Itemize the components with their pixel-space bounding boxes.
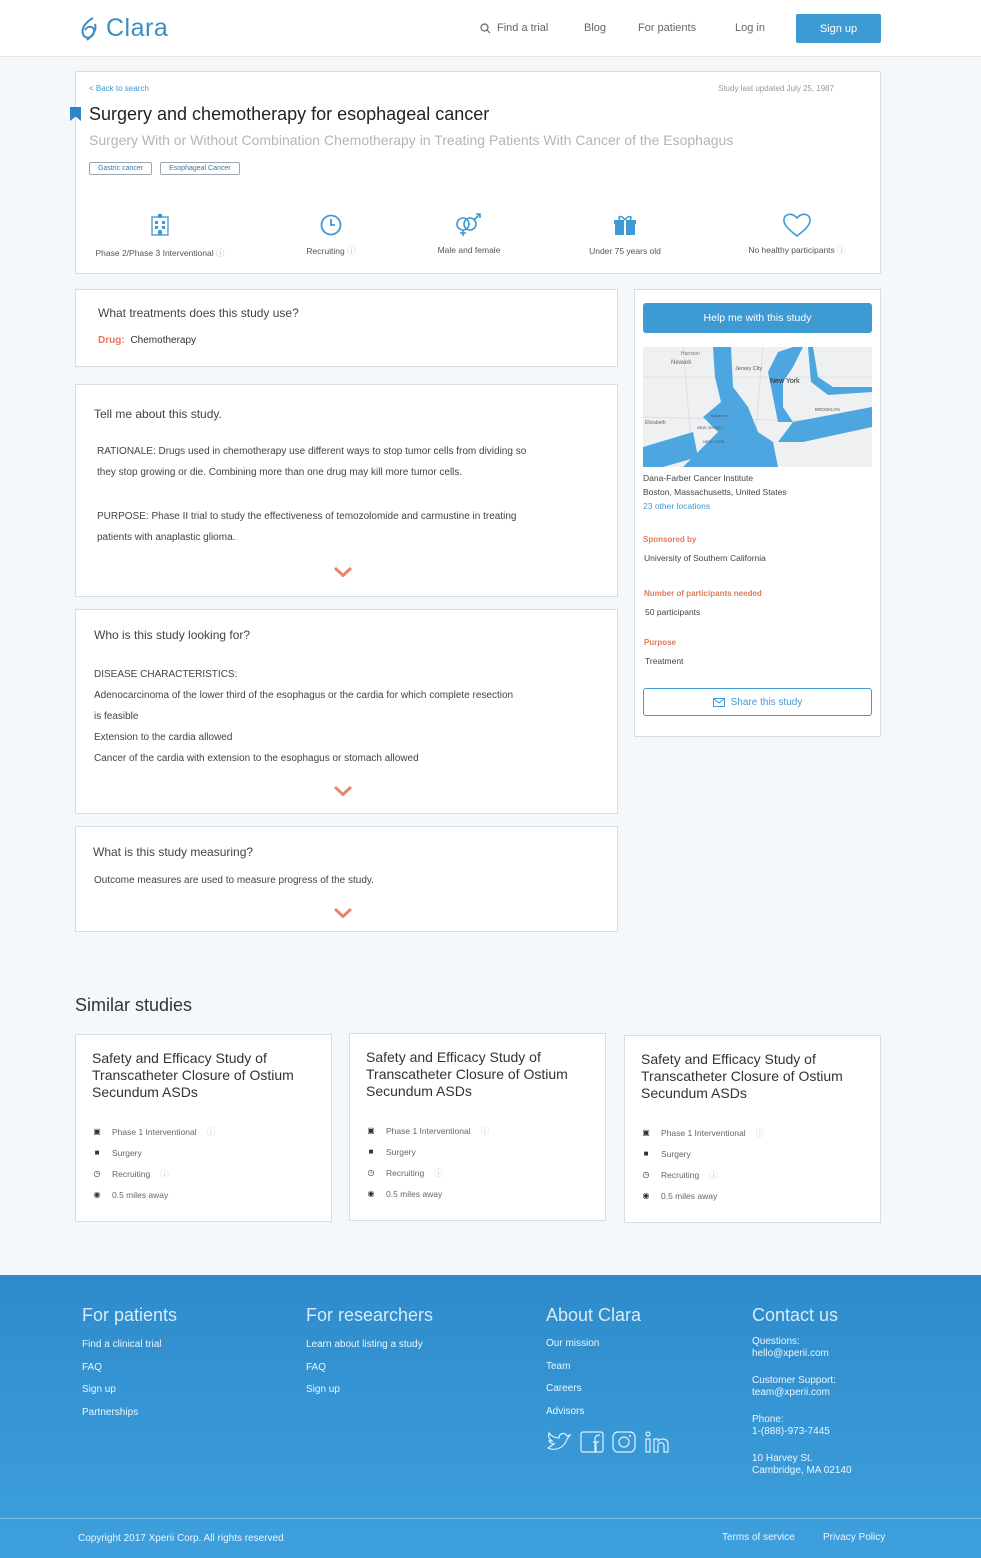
sponsored-label: Sponsored by [643, 535, 697, 544]
drug-row [98, 335, 196, 346]
map-label-jersey-city: Jersey City [735, 366, 763, 372]
footer-link-advisors[interactable]: Advisors [546, 1405, 585, 1417]
help-icon[interactable]: ⓘ [837, 245, 846, 255]
who-line-4: Extension to the cardia allowed [94, 732, 233, 743]
linkedin-icon[interactable] [644, 1431, 670, 1453]
terms-link[interactable]: Terms of service [722, 1532, 795, 1543]
rationale-line-1: RATIONALE: Drugs used in chemotherapy use different ways to stop tumor cells from dividing so [97, 446, 527, 457]
help-icon[interactable]: ⓘ [480, 1125, 490, 1136]
purpose-line-2: patients with anaplastic glioma. [97, 532, 236, 543]
rationale-text [97, 441, 526, 483]
location-map[interactable] [643, 347, 872, 467]
clock-icon: ◷ [367, 1168, 375, 1177]
treatments-card [75, 289, 618, 367]
help-icon[interactable]: ⓘ [709, 1169, 718, 1180]
footer-col-about [546, 1305, 670, 1453]
help-icon[interactable]: ⓘ [216, 248, 225, 258]
heart-icon [782, 212, 812, 238]
nav-for-patients[interactable]: For patients [638, 22, 697, 34]
similar-study-card[interactable] [349, 1033, 606, 1221]
footer-link-faq[interactable]: FAQ [306, 1361, 327, 1373]
footer-link-listing[interactable]: Learn about listing a study [306, 1339, 423, 1350]
gift-icon [613, 214, 637, 236]
similar-study-status: Recruiting [661, 1169, 700, 1180]
map-label-bayonne: Bayonne [711, 413, 727, 418]
similar-study-status: Recruiting [112, 1168, 151, 1179]
institute-location: Boston, Massachusetts, United States [643, 487, 787, 497]
stat-healthy [722, 210, 872, 256]
expand-chevron-icon[interactable] [334, 567, 352, 577]
tag-esophageal-cancer[interactable]: Esophageal Cancer [160, 162, 240, 175]
study-subtitle: Surgery With or Without Combination Chemotherapy in Treating Patients With Cancer of the Esophagus [89, 132, 734, 148]
who-line-5: Cancer of the cardia with extension to the esophagus or stomach allowed [94, 753, 419, 764]
sponsored-value: University of Southern California [644, 553, 766, 563]
brand-name: Clara [106, 14, 169, 42]
briefcase-icon: ■ [94, 1148, 100, 1157]
contact-address-line-1: 10 Harvey St. [752, 1453, 813, 1464]
help-icon[interactable]: ⓘ [347, 246, 356, 256]
footer-divider [0, 1518, 981, 1519]
clock-icon: ◷ [93, 1169, 101, 1178]
gender-icon [453, 213, 485, 237]
stat-gender-label: Male and female [437, 245, 501, 255]
nav-find-trial-label: Find a trial [497, 22, 549, 34]
facebook-icon[interactable] [580, 1431, 604, 1453]
copyright-text: Copyright 2017 Xperii Corp. All rights reserved [78, 1533, 284, 1544]
stat-healthy-label: No healthy participants [748, 245, 835, 255]
help-icon[interactable]: ⓘ [206, 1126, 216, 1137]
hospital-icon: ▣ [367, 1126, 375, 1135]
stat-status-label: Recruiting [306, 246, 345, 256]
contact-support-email[interactable]: team@xperii.com [752, 1387, 830, 1398]
similar-study-phase: Phase 1 Interventional [661, 1127, 746, 1138]
map-label-elizabeth: Elizabeth [645, 420, 666, 426]
contact-questions-email[interactable]: hello@xperii.com [752, 1348, 829, 1359]
who-line-3: is feasible [94, 711, 139, 722]
nav-blog[interactable]: Blog [584, 22, 607, 34]
similar-study-type: Surgery [112, 1147, 142, 1158]
participants-label: Number of participants needed [644, 589, 762, 598]
footer-heading-contact: Contact us [752, 1305, 839, 1325]
stat-phase [85, 210, 235, 259]
clock-icon: ◷ [642, 1170, 650, 1179]
expand-chevron-icon[interactable] [334, 786, 352, 796]
similar-study-title: Safety and Efficacy Study of Transcatheter Closure of Ostium Secundum ASDs [366, 1049, 568, 1099]
similar-study-title: Safety and Efficacy Study of Transcatheter Closure of Ostium Secundum ASDs [92, 1050, 294, 1100]
stat-recruiting [256, 210, 406, 257]
purpose-line-1: PURPOSE: Phase II trial to study the effectiveness of temozolomide and carmustine in treating [97, 511, 517, 522]
map-label-brooklyn: BROOKLYN [815, 407, 840, 412]
footer-link-careers[interactable]: Careers [546, 1383, 582, 1394]
rationale-line-2: they stop growing or die. Combining more than one drug may kill more tumor cells. [97, 467, 463, 478]
about-question: Tell me about this study. [94, 407, 222, 421]
participants-value: 50 participants [645, 607, 701, 617]
back-to-search-link[interactable]: < Back to search [89, 84, 149, 93]
similar-study-card[interactable] [75, 1034, 332, 1222]
hospital-icon [151, 214, 169, 236]
stat-phase-label: Phase 2/Phase 3 Interventional [95, 248, 214, 258]
search-icon [480, 23, 491, 34]
study-title: Surgery and chemotherapy for esophageal cancer [89, 104, 490, 124]
clock-icon [320, 214, 342, 236]
similar-study-type: Surgery [386, 1146, 416, 1157]
last-updated: Study last updated July 25, 1987 [718, 84, 835, 93]
footer-col-contact [752, 1305, 852, 1477]
institute-name: Dana-Farber Cancer Institute [643, 473, 754, 483]
hospital-icon: ▣ [93, 1127, 101, 1136]
stat-age [550, 210, 700, 256]
measuring-question: What is this study measuring? [93, 845, 254, 859]
contact-phone-label: Phone: [752, 1414, 784, 1425]
briefcase-icon: ■ [368, 1147, 374, 1156]
footer-heading-about: About Clara [546, 1305, 642, 1325]
stat-gender [394, 210, 544, 255]
who-line-1: DISEASE CHARACTERISTICS: [94, 669, 238, 680]
map-label-newark: Newark [671, 360, 692, 366]
map-label-new-jersey: NEW JERSEY [697, 425, 724, 430]
study-tags [89, 161, 248, 175]
other-locations-link[interactable]: 23 other locations [643, 501, 711, 511]
similar-study-distance: 0.5 miles away [661, 1190, 718, 1201]
footer-link-mission[interactable]: Our mission [546, 1338, 600, 1349]
map-label-new-york: New York [770, 378, 800, 385]
location-icon: ◉ [367, 1189, 375, 1198]
similar-study-card[interactable] [624, 1035, 881, 1223]
drug-value: Chemotherapy [130, 335, 197, 346]
footer-heading-patients: For patients [82, 1305, 178, 1325]
briefcase-icon: ■ [643, 1149, 649, 1158]
nav-login[interactable]: Log in [735, 22, 765, 34]
privacy-link[interactable]: Privacy Policy [823, 1532, 886, 1543]
help-icon[interactable]: ⓘ [755, 1127, 765, 1138]
location-icon: ◉ [93, 1190, 101, 1199]
twitter-icon[interactable] [546, 1431, 572, 1453]
footer-link-find-trial[interactable]: Find a clinical trial [82, 1339, 162, 1350]
similar-study-title: Safety and Efficacy Study of Transcatheter Closure of Ostium Secundum ASDs [641, 1051, 843, 1101]
map-label-staten: NEW YORK [703, 439, 725, 444]
footer-col-researchers [306, 1305, 433, 1402]
purpose-label: Purpose [644, 638, 677, 647]
envelope-icon [713, 698, 725, 707]
similar-study-distance: 0.5 miles away [386, 1188, 443, 1199]
similar-studies-heading: Similar studies [75, 995, 193, 1015]
treatments-question: What treatments does this study use? [98, 306, 299, 320]
who-line-2: Adenocarcinoma of the lower third of the esophagus or the cardia for which complete resection [94, 690, 514, 701]
contact-questions-label: Questions: [752, 1336, 800, 1347]
who-question: Who is this study looking for? [94, 628, 251, 642]
instagram-icon[interactable] [612, 1431, 636, 1453]
contact-address-line-2: Cambridge, MA 02140 [752, 1465, 852, 1476]
contact-support-label: Customer Support: [752, 1375, 836, 1386]
drug-label: Drug: [98, 335, 125, 346]
similar-study-phase: Phase 1 Interventional [386, 1125, 471, 1136]
map-label-harrison: Harrison [681, 351, 700, 357]
who-criteria [94, 664, 513, 769]
footer-link-faq[interactable]: FAQ [82, 1361, 103, 1373]
signup-button[interactable]: Sign up [796, 14, 881, 43]
share-study-button[interactable] [643, 688, 872, 716]
footer-heading-researchers: For researchers [306, 1305, 434, 1325]
purpose-value: Treatment [645, 656, 684, 666]
footer-link-signup[interactable]: Sign up [306, 1384, 340, 1395]
clara-logo[interactable] [78, 14, 168, 43]
contact-phone[interactable]: 1-(888)-973-7445 [752, 1426, 830, 1437]
social-icons [546, 1431, 670, 1453]
footer-link-signup[interactable]: Sign up [82, 1384, 116, 1395]
bookmark-icon[interactable] [70, 107, 81, 121]
share-study-label: Share this study [730, 696, 803, 708]
footer-link-partnerships[interactable]: Partnerships [82, 1406, 139, 1418]
similar-study-distance: 0.5 miles away [112, 1189, 169, 1200]
help-with-study-button[interactable]: Help me with this study [643, 303, 872, 333]
stat-age-label: Under 75 years old [589, 246, 661, 256]
expand-chevron-icon[interactable] [334, 908, 352, 918]
measuring-text: Outcome measures are used to measure progress of the study. [94, 875, 374, 886]
help-icon[interactable]: ⓘ [160, 1168, 169, 1179]
purpose-text [97, 506, 516, 548]
tag-gastric-cancer[interactable]: Gastric cancer [89, 162, 152, 175]
nav-find-trial[interactable] [480, 22, 548, 34]
clara-logo-icon [78, 16, 100, 42]
similar-study-status: Recruiting [386, 1167, 425, 1178]
footer-col-patients [82, 1305, 177, 1424]
location-icon: ◉ [642, 1191, 650, 1200]
help-icon[interactable]: ⓘ [434, 1167, 443, 1178]
similar-study-type: Surgery [661, 1148, 691, 1159]
similar-study-phase: Phase 1 Interventional [112, 1126, 197, 1137]
hospital-icon: ▣ [642, 1128, 650, 1137]
footer-link-team[interactable]: Team [546, 1360, 571, 1372]
